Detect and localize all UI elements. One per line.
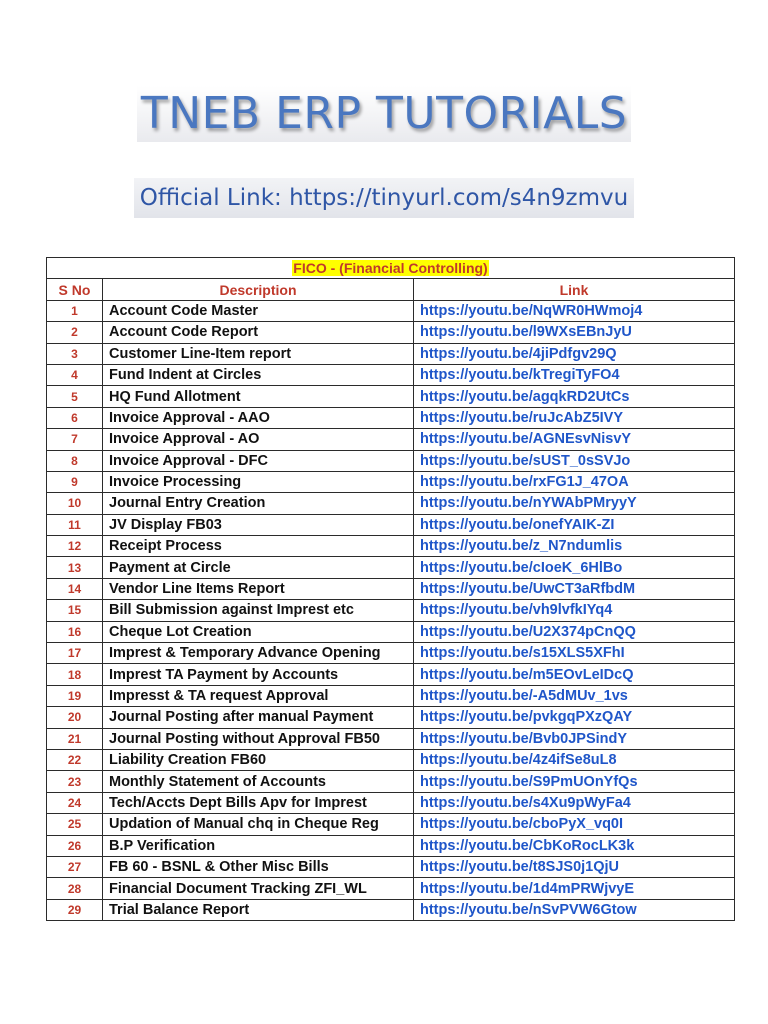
row-number: 18 [47, 664, 103, 685]
row-link[interactable]: https://youtu.be/agqkRD2UtCs [414, 386, 735, 407]
table-row [47, 835, 735, 856]
table-row [47, 728, 735, 749]
table-row [47, 814, 735, 835]
row-link[interactable]: https://youtu.be/Bvb0JPSindY [414, 728, 735, 749]
table-row [47, 878, 735, 899]
row-number: 10 [47, 493, 103, 514]
row-number: 28 [47, 878, 103, 899]
table-row [47, 664, 735, 685]
row-description: B.P Verification [103, 835, 414, 856]
row-number: 16 [47, 621, 103, 642]
row-description: Journal Posting after manual Payment [103, 707, 414, 728]
official-link-container [0, 178, 768, 218]
table-row [47, 792, 735, 813]
table-row [47, 343, 735, 364]
row-link[interactable]: https://youtu.be/1d4mPRWjvyE [414, 878, 735, 899]
row-description: Imprest TA Payment by Accounts [103, 664, 414, 685]
header-description: Description [103, 279, 414, 300]
header-sno: S No [47, 279, 103, 300]
table-row [47, 364, 735, 385]
header-link: Link [414, 279, 735, 300]
row-description: Bill Submission against Imprest etc [103, 600, 414, 621]
row-description: FB 60 - BSNL & Other Misc Bills [103, 856, 414, 877]
row-description: Customer Line-Item report [103, 343, 414, 364]
row-link[interactable]: https://youtu.be/4z4ifSe8uL8 [414, 749, 735, 770]
row-number: 7 [47, 429, 103, 450]
row-number: 12 [47, 536, 103, 557]
table-row [47, 749, 735, 770]
row-description: Cheque Lot Creation [103, 621, 414, 642]
table-row [47, 557, 735, 578]
row-description: Payment at Circle [103, 557, 414, 578]
row-number: 21 [47, 728, 103, 749]
row-description: Liability Creation FB60 [103, 749, 414, 770]
title-container [0, 86, 768, 142]
row-link[interactable]: https://youtu.be/CbKoRocLK3k [414, 835, 735, 856]
row-description: Account Code Report [103, 322, 414, 343]
table-row [47, 856, 735, 877]
row-link[interactable]: https://youtu.be/z_N7ndumlis [414, 536, 735, 557]
row-link[interactable]: https://youtu.be/ruJcAbZ5IVY [414, 407, 735, 428]
row-number: 17 [47, 643, 103, 664]
row-number: 25 [47, 814, 103, 835]
row-link[interactable]: https://youtu.be/s4Xu9pWyFa4 [414, 792, 735, 813]
column-header-row [47, 279, 735, 300]
row-description: Impresst & TA request Approval [103, 685, 414, 706]
table-row [47, 471, 735, 492]
table-row [47, 771, 735, 792]
table-row [47, 578, 735, 599]
row-link[interactable]: https://youtu.be/U2X374pCnQQ [414, 621, 735, 642]
row-link[interactable]: https://youtu.be/AGNEsvNisvY [414, 429, 735, 450]
row-number: 4 [47, 364, 103, 385]
row-link[interactable]: https://youtu.be/NqWR0HWmoj4 [414, 300, 735, 321]
table-row [47, 600, 735, 621]
row-description: Financial Document Tracking ZFI_WL [103, 878, 414, 899]
table-row [47, 643, 735, 664]
row-link[interactable]: https://youtu.be/onefYAIK-ZI [414, 514, 735, 535]
table-row [47, 536, 735, 557]
row-link[interactable]: https://youtu.be/kTregiTyFO4 [414, 364, 735, 385]
row-description: Invoice Processing [103, 471, 414, 492]
row-number: 20 [47, 707, 103, 728]
row-description: Imprest & Temporary Advance Opening [103, 643, 414, 664]
row-number: 15 [47, 600, 103, 621]
row-number: 23 [47, 771, 103, 792]
row-link[interactable]: https://youtu.be/m5EOvLeIDcQ [414, 664, 735, 685]
row-number: 13 [47, 557, 103, 578]
row-description: Vendor Line Items Report [103, 578, 414, 599]
row-number: 1 [47, 300, 103, 321]
row-number: 29 [47, 899, 103, 920]
row-description: Monthly Statement of Accounts [103, 771, 414, 792]
row-description: Tech/Accts Dept Bills Apv for Imprest [103, 792, 414, 813]
row-number: 6 [47, 407, 103, 428]
table-row [47, 514, 735, 535]
row-number: 8 [47, 450, 103, 471]
row-description: Invoice Approval - AO [103, 429, 414, 450]
table-row [47, 429, 735, 450]
row-number: 26 [47, 835, 103, 856]
section-title-cell [47, 258, 735, 279]
row-link[interactable]: https://youtu.be/sUST_0sSVJo [414, 450, 735, 471]
section-header-row [47, 258, 735, 279]
row-number: 27 [47, 856, 103, 877]
row-number: 24 [47, 792, 103, 813]
section-title: FICO - (Financial Controlling) [293, 260, 488, 277]
row-number: 2 [47, 322, 103, 343]
official-link[interactable]: Official Link: https://tinyurl.com/s4n9zmvu [134, 178, 634, 218]
row-link[interactable]: https://youtu.be/cIoeK_6HlBo [414, 557, 735, 578]
table-row [47, 450, 735, 471]
row-description: Invoice Approval - DFC [103, 450, 414, 471]
table-row [47, 300, 735, 321]
row-link[interactable]: https://youtu.be/nYWAbPMryyY [414, 493, 735, 514]
row-link[interactable]: https://youtu.be/s15XLS5XFhI [414, 643, 735, 664]
row-link[interactable]: https://youtu.be/vh9lvfkIYq4 [414, 600, 735, 621]
row-description: Receipt Process [103, 536, 414, 557]
row-description: Journal Posting without Approval FB50 [103, 728, 414, 749]
row-link[interactable]: https://youtu.be/l9WXsEBnJyU [414, 322, 735, 343]
row-link[interactable]: https://youtu.be/rxFG1J_47OA [414, 471, 735, 492]
row-description: Journal Entry Creation [103, 493, 414, 514]
row-number: 9 [47, 471, 103, 492]
row-number: 3 [47, 343, 103, 364]
row-link[interactable]: https://youtu.be/nSvPVW6Gtow [414, 899, 735, 920]
table-row [47, 386, 735, 407]
row-number: 5 [47, 386, 103, 407]
table-row [47, 407, 735, 428]
row-description: Updation of Manual chq in Cheque Reg [103, 814, 414, 835]
row-link[interactable]: https://youtu.be/4jiPdfgv29Q [414, 343, 735, 364]
row-description: Account Code Master [103, 300, 414, 321]
row-link[interactable]: https://youtu.be/-A5dMUv_1vs [414, 685, 735, 706]
table-row [47, 685, 735, 706]
row-link[interactable]: https://youtu.be/pvkgqPXzQAY [414, 707, 735, 728]
row-number: 14 [47, 578, 103, 599]
row-link[interactable]: https://youtu.be/S9PmUOnYfQs [414, 771, 735, 792]
row-description: HQ Fund Allotment [103, 386, 414, 407]
page-title: TNEB ERP TUTORIALS [137, 86, 631, 142]
row-link[interactable]: https://youtu.be/t8SJS0j1QjU [414, 856, 735, 877]
row-description: Fund Indent at Circles [103, 364, 414, 385]
row-number: 22 [47, 749, 103, 770]
row-number: 11 [47, 514, 103, 535]
row-number: 19 [47, 685, 103, 706]
row-description: Trial Balance Report [103, 899, 414, 920]
row-description: JV Display FB03 [103, 514, 414, 535]
table-row [47, 493, 735, 514]
table-row [47, 621, 735, 642]
table-row [47, 707, 735, 728]
row-link[interactable]: https://youtu.be/UwCT3aRfbdM [414, 578, 735, 599]
row-description: Invoice Approval - AAO [103, 407, 414, 428]
table-row [47, 899, 735, 920]
row-link[interactable]: https://youtu.be/cboPyX_vq0I [414, 814, 735, 835]
table-row [47, 322, 735, 343]
tutorial-table [46, 257, 735, 921]
